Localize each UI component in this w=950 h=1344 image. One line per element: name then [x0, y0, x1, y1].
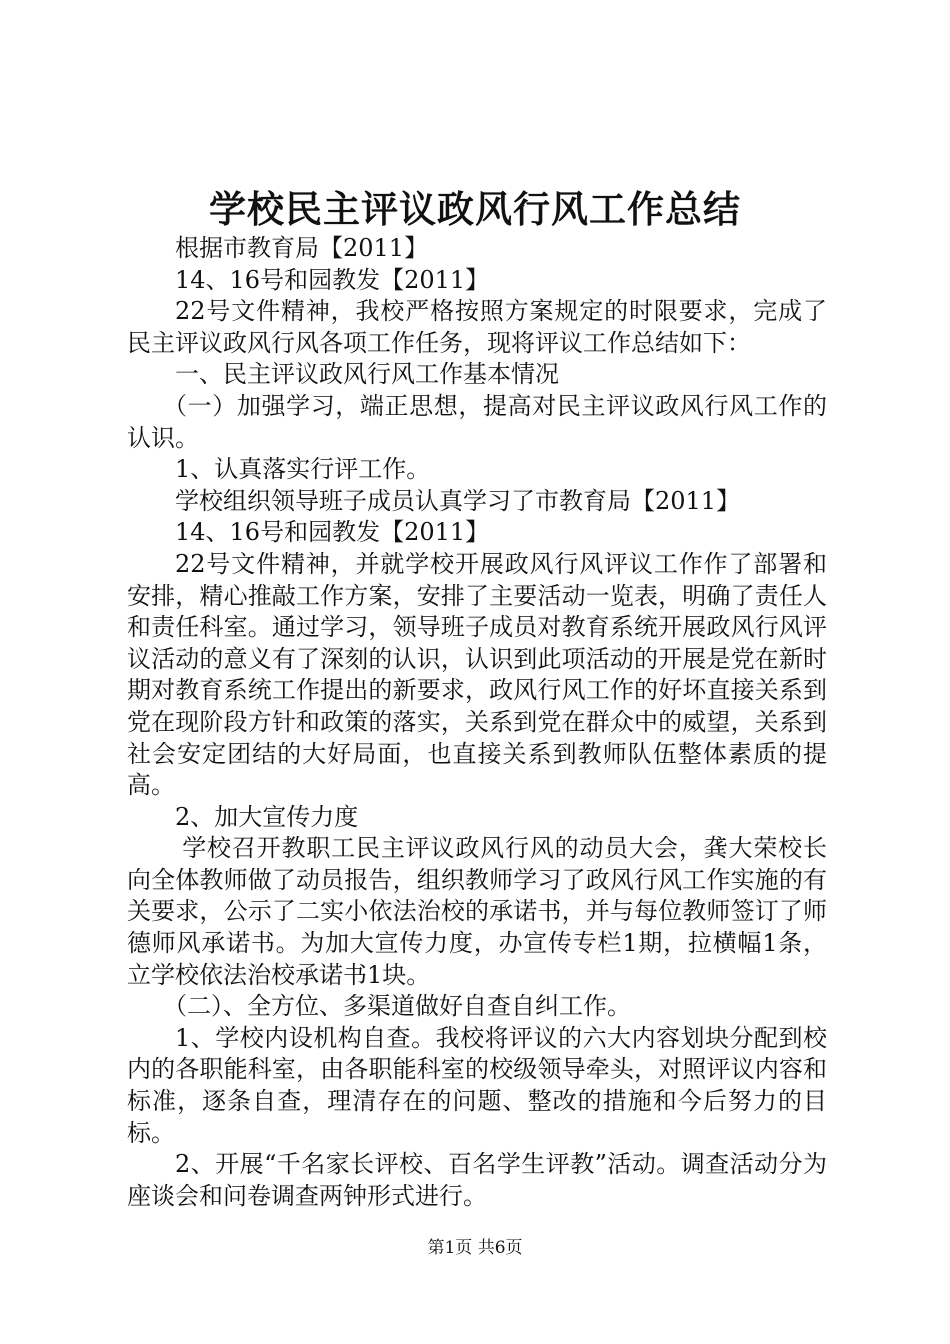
paragraph: 根据市教育局【2011】 [175, 234, 429, 262]
paragraph: 2、开展“千名家长评校、百名学生评教”活动。调查活动分为座谈会和问卷调查两钟形式进行。 [127, 1150, 827, 1210]
paragraph: 22号文件精神，我校严格按照方案规定的时限要求，完成了民主评议政风行风各项工作任务，现将评议工作总结如下： [127, 297, 827, 357]
paragraph: 学校召开教职工民主评议政风行风的动员大会，龚大荣校长向全体教师做了动员报告，组织教师学习了政风行风工作实施的有关要求，公示了二实小依法治校的承诺书，并与每位教师签订了师德师风承诺书。为加大宣传力度，办宣传专栏1期，拉横幅1条，立学校依法治校承诺书1块。 [127, 834, 827, 989]
document-body [127, 233, 827, 1212]
subsection-heading: （二）、全方位、多渠道做好自查自纠工作。 [163, 992, 631, 1021]
paragraph: 14、16号和园教发【2011】 [175, 265, 490, 294]
item-heading: 2、加大宣传力度 [175, 802, 359, 831]
paragraph: 22号文件精神，并就学校开展政风行风评议工作作了部署和安排，精心推敲工作方案，安排了主要活动一览表，明确了责任人和责任科室。通过学习，领导班子成员对教育系统开展政风行风评议活动的意义有了深刻的认识，认识到此项活动的开展是党在新时期对教育系统工作提出的新要求，政风行风工作的好坏直接关系到党在现阶段方针和政策的落实，关系到党在群众中的威望，关系到社会安定团结的大好局面，也直接关系到教师队伍整体素质的提高。 [127, 549, 827, 800]
paragraph: 学校组织领导班子成员认真学习了市教育局【2011】 [175, 486, 741, 515]
paragraph: 14、16号和园教发【2011】 [175, 518, 490, 547]
document-title: 学校民主评议政风行风工作总结 [209, 187, 741, 231]
page-footer: 第1页 共6页 [427, 1238, 523, 1258]
item-heading: 1、认真落实行评工作。 [175, 455, 431, 484]
paragraph: 1、学校内设机构自查。我校将评议的六大内容划块分配到校内的各职能科室，由各职能科室的校级领导牵头，对照评议内容和标准，逐条自查，理清存在的问题、整改的措施和今后努力的目标。 [127, 1023, 827, 1147]
subsection-heading: （一）加强学习，端正思想，提高对民主评议政风行风工作的认识。 [127, 391, 827, 452]
section-heading: 一、民主评议政风行风工作基本情况 [175, 360, 559, 389]
